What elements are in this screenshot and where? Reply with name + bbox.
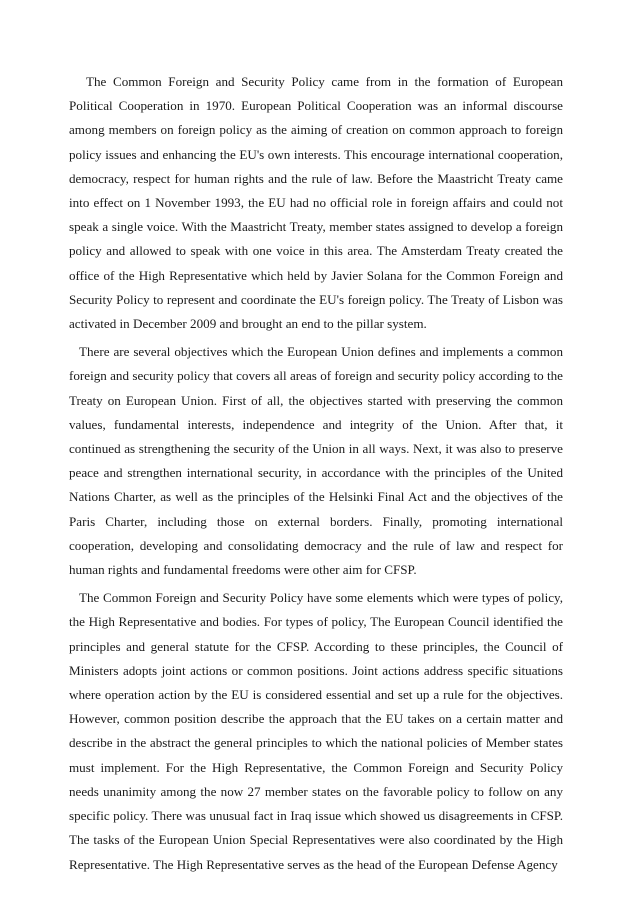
paragraph-cfsp-history: The Common Foreign and Security Policy came from in the formation of European Political Cooperation in 1970. European Political Cooperation was an informal discourse among members on foreign policy as the aiming of creation on common approach to foreign policy issues and enhancing the EU's own interests. This encourage international cooperation, democracy, respect for human rights and the rule of law. Before the Maastricht Treaty came into effect on 1 November 1993, the EU had no official role in foreign affairs and could not speak a single voice. With the Maastricht Treaty, member states assigned to develop a foreign policy and allowed to speak with one voice in this area. The Amsterdam Treaty created the office of the High Representative which held by Javier Solana for the Common Foreign and Security Policy to represent and coordinate the EU's foreign policy. The Treaty of Lisbon was activated in December 2009 and brought an end to the pillar system. bbox=[69, 74, 563, 332]
document-page bbox=[69, 70, 563, 877]
paragraph-cfsp-objectives: There are several objectives which the European Union defines and implements a common foreign and security policy that covers all areas of foreign and security policy according to the Treaty on European Union. First of all, the objectives started with preserving the common values, fundamental interests, independence and integrity of the Union. After that, it continued as strengthening the security of the Union in all ways. Next, it was also to preserve peace and strengthen international security, in accordance with the principles of the United Nations Charter, as well as the principles of the Helsinki Final Act and the objectives of the Paris Charter, including those on external borders. Finally, promoting international cooperation, developing and consolidating democracy and the rule of law and respect for human rights and fundamental freedoms were other aim for CFSP. bbox=[69, 344, 563, 578]
paragraph-cfsp-elements: The Common Foreign and Security Policy have some elements which were types of policy, the High Representative and bodies. For types of policy, The European Council identified the principles and general statute for the CFSP. According to these principles, the Council of Ministers adopts joint actions or common positions. Joint actions address specific situations where operation action by the EU is considered essential and set up a rule for the objectives. However, common position describe the approach that the EU takes on a certain matter and describe in the abstract the general principles to which the national policies of Member states must implement. For the High Representative, the Common Foreign and Security Policy needs unanimity among the now 27 member states on the favorable policy to follow on any specific policy. There was unusual fact in Iraq issue which showed us disagreements in CFSP. The tasks of the European Union Special Representatives were also coordinated by the High Representative. The High Representative serves as the head of the European Defense Agency bbox=[69, 590, 563, 872]
